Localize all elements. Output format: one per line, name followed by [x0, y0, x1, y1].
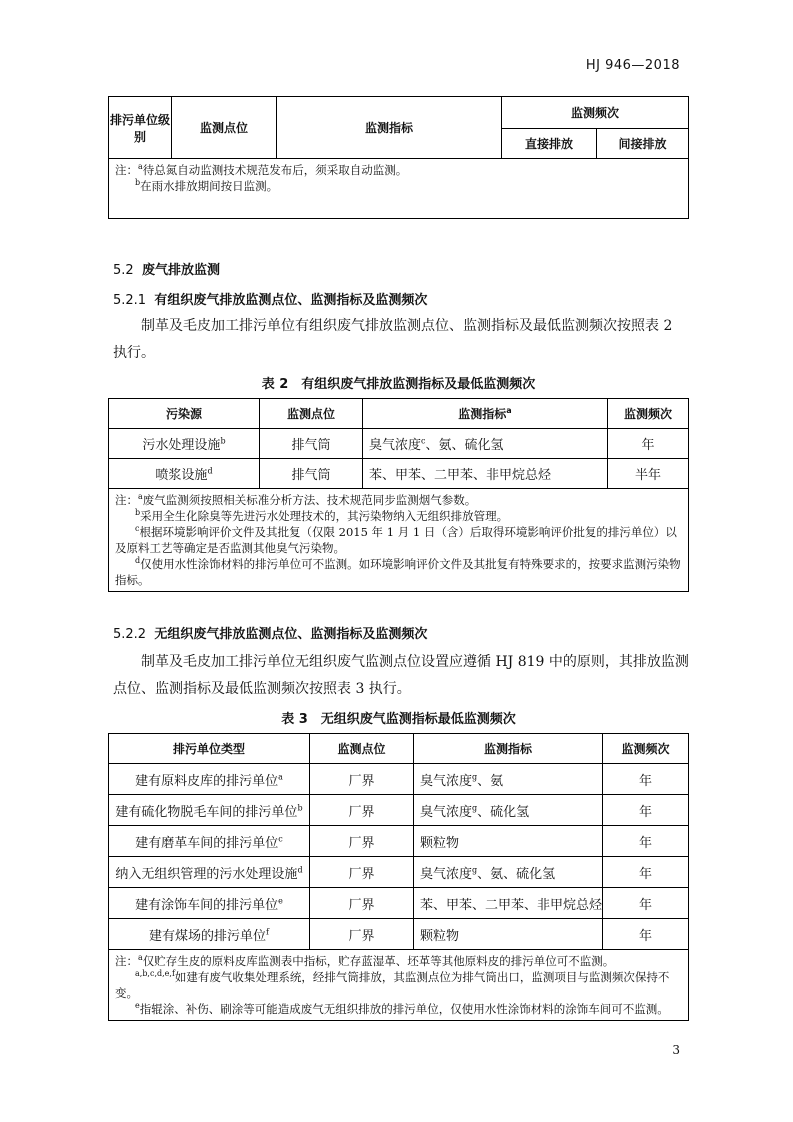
cell-frequency: 年 — [603, 795, 689, 826]
footnote-mark: b — [220, 436, 226, 446]
cell-type: 建有涂饰车间的排污单位$^e$ — [109, 888, 310, 919]
note-line: 注：$^a$废气监测须按照相关标准分析方法、技术规范同步监测烟气参数。 — [115, 492, 477, 507]
table-3-caption: 表 3 无组织废气监测指标最低监测频次 — [281, 712, 516, 727]
cell-indicator: 臭气浓度$^g$、氨、硫化氢 — [414, 857, 603, 888]
note-line: $^c$根据环境影响评价文件及其批复（仅限 2015 年 1 月 1 日（含）后取得环境影响评价批复的排污单位）以及原料工艺等确定是否监测其他臭气污染物。 — [115, 524, 677, 555]
cell-indicator: 苯、甲苯、二甲苯、非甲烷总烃 — [414, 888, 603, 919]
footnote-mark: a — [278, 772, 283, 782]
cell-point: 排气筒 — [260, 459, 363, 489]
footnote-mark: c — [135, 524, 140, 534]
col-header-indirect: 间接排放 — [597, 129, 689, 159]
cell-frequency: 年 — [603, 888, 689, 919]
cell-indicator: 臭气浓度$^g$、硫化氢 — [414, 795, 603, 826]
footnote-mark: e — [278, 896, 283, 906]
cell-point: 厂界 — [310, 826, 414, 857]
table-3 — [108, 733, 689, 1021]
col-header-point: 监测点位 — [310, 734, 414, 764]
table-row — [109, 795, 689, 826]
col-header-indicator: 监测指标 — [277, 97, 502, 159]
cell-point: 排气筒 — [260, 429, 363, 459]
note-line: $^b$采用全生化除臭等先进污水处理技术的，其污染物纳入无组织排放管理。 — [135, 508, 509, 523]
cell-point: 厂界 — [310, 919, 414, 950]
cell-point: 厂界 — [310, 888, 414, 919]
paragraph-2: 制革及毛皮加工排污单位无组织废气监测点位设置应遵循 HJ 819 中的原则，其排放监测点位、监测指标及最低监测频次按照表 3 执行。 — [113, 654, 689, 697]
cell-type: 纳入无组织管理的污水处理设施$^d$ — [109, 857, 310, 888]
table-1-continued — [108, 96, 689, 219]
footnote-mark: g — [472, 865, 478, 875]
paragraph-1: 制革及毛皮加工排污单位有组织废气排放监测点位、监测指标及最低监测频次按照表 2 执行。 — [113, 318, 673, 361]
col-header-frequency: 监测频次 — [608, 399, 689, 429]
page-number: 3 — [672, 1043, 680, 1057]
footnote-mark: b — [297, 803, 303, 813]
footnote-mark: b — [135, 178, 141, 188]
note-line: $^{a,b,c,d,e,f}$如建有废气收集处理系统，经排气筒排放，其监测点位为排气筒出口，监测项目与监测频次保持不变。 — [115, 969, 670, 1000]
table-2-caption: 表 2 有组织废气排放监测指标及最低监测频次 — [261, 377, 536, 392]
note-line: 注：$^a$仅贮存生皮的原料皮库监测表中指标，贮存蓝湿革、坯革等其他原料皮的排污单位可不监测。 — [115, 953, 615, 968]
cell-frequency: 年 — [603, 919, 689, 950]
footnote-mark: c — [278, 834, 283, 844]
table-1-notes — [109, 159, 689, 219]
footnote-mark: d — [135, 556, 141, 566]
footnote-mark: f — [266, 927, 269, 937]
cell-type: 建有原料皮库的排污单位$^a$ — [109, 764, 310, 795]
cell-point: 厂界 — [310, 795, 414, 826]
cell-type: 建有磨革车间的排污单位$^c$ — [109, 826, 310, 857]
cell-type: 建有硫化物脱毛车间的排污单位$^b$ — [109, 795, 310, 826]
cell-indicator: 颗粒物 — [414, 826, 603, 857]
table-row — [109, 857, 689, 888]
cell-type: 建有煤场的排污单位$^f$ — [109, 919, 310, 950]
table-2 — [108, 398, 689, 592]
note-line: $^d$仅使用水性涂饰材料的排污单位可不监测。如环境影响评价文件及其批复有特殊要求的，按要求监测污染物指标。 — [115, 556, 681, 587]
footnote-mark: a,b,c,d,e,f — [135, 969, 175, 979]
cell-frequency: 年 — [603, 857, 689, 888]
footnote-mark: b — [135, 508, 141, 518]
cell-point: 厂界 — [310, 857, 414, 888]
col-header-point: 监测点位 — [260, 399, 363, 429]
section-heading-5-2: 5.2 废气排放监测 — [113, 263, 220, 278]
cell-frequency: 年 — [603, 826, 689, 857]
table-row — [109, 459, 689, 489]
footnote-mark: a — [138, 492, 143, 502]
section-heading-5-2-2: 5.2.2 无组织废气排放监测点位、监测指标及监测频次 — [113, 627, 428, 642]
table-row — [109, 826, 689, 857]
col-header-frequency: 监测频次 — [603, 734, 689, 764]
table-row — [109, 888, 689, 919]
note-line: $^e$指辊涂、补伤、刷涂等可能造成废气无组织排放的排污单位，仅使用水性涂饰材料的涂饰车间可不监测。 — [135, 1001, 669, 1016]
cell-frequency: 年 — [608, 429, 689, 459]
col-header-frequency: 监测频次 — [502, 97, 689, 129]
cell-point: 厂界 — [310, 764, 414, 795]
col-header-indicator: 监测指标 — [414, 734, 603, 764]
footnote-mark: g — [472, 772, 478, 782]
footnote-mark: e — [135, 1001, 140, 1011]
standard-code: HJ 946—2018 — [585, 58, 680, 73]
table-row — [109, 919, 689, 950]
footnote-mark: g — [472, 803, 478, 813]
table-2-notes — [109, 489, 689, 592]
note-line: 注：$^a$待总氮自动监测技术规范发布后，须采取自动监测。 — [115, 162, 408, 177]
table-3-notes — [109, 950, 689, 1021]
col-header-source: 污染源 — [109, 399, 260, 429]
cell-indicator: 臭气浓度$^g$、氨 — [414, 764, 603, 795]
footnote-mark: c — [421, 436, 426, 446]
cell-indicator: 颗粒物 — [414, 919, 603, 950]
col-header-point: 监测点位 — [172, 97, 277, 159]
cell-frequency: 年 — [603, 764, 689, 795]
cell-indicator: 臭气浓度$^c$、氨、硫化氢 — [363, 429, 608, 459]
table-row — [109, 429, 689, 459]
cell-frequency: 半年 — [608, 459, 689, 489]
col-header-type: 排污单位类型 — [109, 734, 310, 764]
table-row — [109, 764, 689, 795]
footnote-mark: d — [297, 865, 303, 875]
note-line: $^b$在雨水排放期间按日监测。 — [135, 178, 279, 193]
cell-source: 污水处理设施$^b$ — [109, 429, 260, 459]
col-header-level: 排污单位级别 — [109, 97, 172, 159]
footnote-mark: d — [207, 466, 213, 476]
cell-indicator: 苯、甲苯、二甲苯、非甲烷总烃 — [363, 459, 608, 489]
footnote-mark: a — [138, 162, 143, 172]
footnote-mark: a — [138, 953, 143, 963]
section-heading-5-2-1: 5.2.1 有组织废气排放监测点位、监测指标及监测频次 — [113, 293, 428, 308]
cell-source: 喷浆设施$^d$ — [109, 459, 260, 489]
footnote-mark: a — [506, 406, 512, 415]
col-header-indicator: 监测指标$^a$ — [363, 399, 608, 429]
col-header-direct: 直接排放 — [502, 129, 597, 159]
